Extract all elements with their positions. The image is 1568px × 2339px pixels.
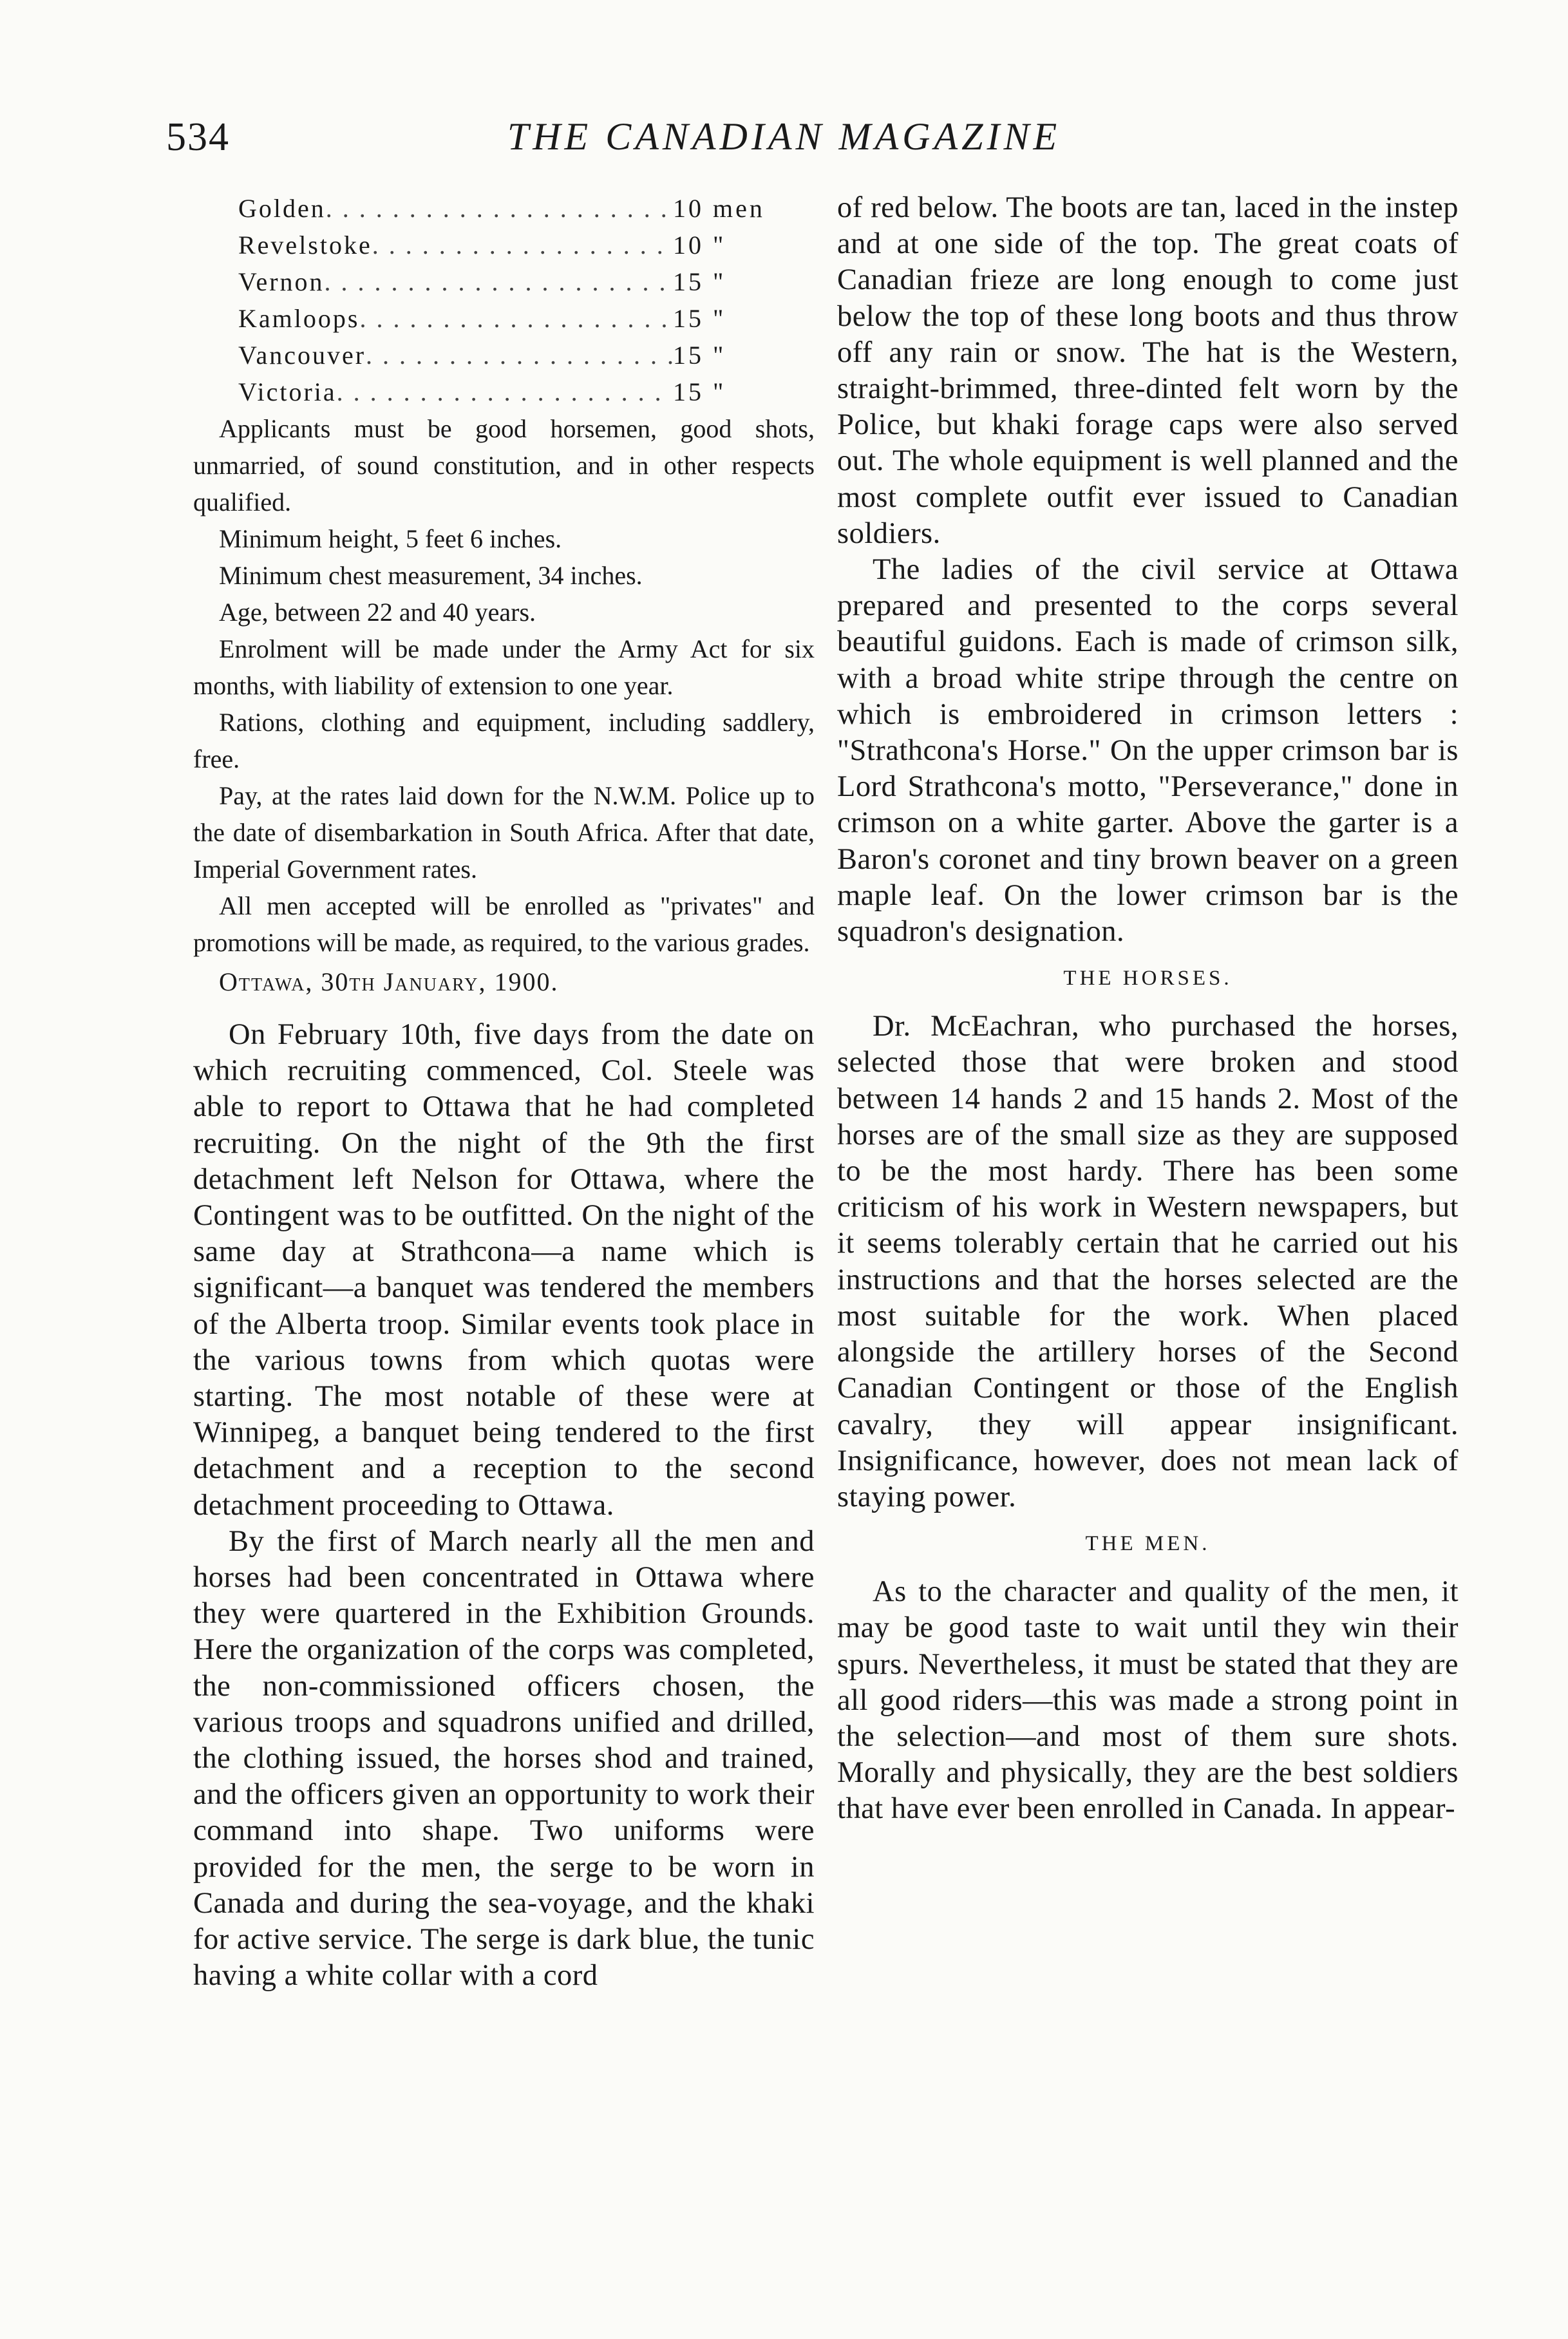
- notice-paragraph: Minimum chest measurement, 34 inches.: [219, 561, 643, 590]
- quota-town: Revelstoke: [238, 231, 372, 260]
- leader-dots: [325, 263, 673, 300]
- leader-dots: [337, 374, 673, 410]
- quota-town: Vancouver: [238, 341, 366, 370]
- notice-paragraph: Rations, clothing and equipment, including saddlery, free.: [193, 708, 815, 773]
- body-paragraph: As to the character and quality of the men, it may be good taste to wait until they win their spurs. Nevertheless, it must be stated that they are all good riders—this was made a strong point in the selection—and most of them sure shots. Morally and physically, they are the best soldiers that have ever been enrolled in Canada. In appear-: [837, 1575, 1459, 1826]
- quota-count: 15 ": [673, 377, 726, 406]
- notice-paragraph: Pay, at the rates laid down for the N.W.M. Police up to the date of disembarkation in South Africa. After that date, Imperial Government rates.: [193, 781, 815, 884]
- body-paragraph: Dr. McEachran, who purchased the horses, selected those that were broken and stood between 14 hands 2 and 15 hands 2. Most of the horses are of the small size as they are supposed to be the most hardy. There has been some criticism of his work in Western newspapers, but it seems tolerably certain that he carried out his instructions and that the horses selected are the most suitable for the work. When placed alongside the artillery horses of the Second Canadian Contingent or those of the English cavalry, they will appear insignificant. Insignificance, however, does not mean lack of staying power.: [837, 1010, 1459, 1513]
- body-paragraph: The ladies of the civil service at Ottawa prepared and presented to the corps several beautiful guidons. Each is made of crimson silk, with a broad white stripe through the centre on which is embroidered in crimson letters : "Strathcona's Horse." On the upper crimson bar is Lord Strathcona's motto, "Perseverance," done in crimson on a white garter. Above the garter is a Baron's coronet and tiny brown beaver on a green maple leaf. On the lower crimson bar is the squadron's designation.: [837, 553, 1459, 949]
- quota-table: [193, 190, 815, 410]
- leader-dots: [372, 227, 673, 263]
- quota-count: 15 ": [673, 341, 726, 370]
- leader-dots: [366, 337, 673, 374]
- left-column: [193, 190, 815, 1994]
- leader-dots: [359, 300, 673, 337]
- body-paragraph: On February 10th, five days from the date on which recruiting commenced, Col. Steele was able to report to Ottawa that he had completed recruiting. On the night of the 9th the first detachment left Nelson for Ottawa, where the Contingent was to be outfitted. On the night of the same day at Strathcona—a name which is significant—a banquet was tendered the members of the Alberta troop. Similar events took place in the various towns from which quotas were starting. The most notable of these were at Winnipeg, a banquet being tendered to the first detachment and a reception to the second detachment proceeding to Ottawa.: [193, 1018, 815, 1522]
- quota-count: 15 ": [673, 304, 726, 333]
- page-number: 534: [166, 115, 230, 159]
- notice-paragraph: Applicants must be good horsemen, good shots, unmarried, of sound constitution, and in other respects qualified.: [193, 414, 815, 516]
- section-heading-horses: THE HORSES.: [1063, 967, 1233, 990]
- body-paragraph: By the first of March nearly all the men and horses had been concentrated in Ottawa where they were quartered in the Exhibition Grounds. Here the organization of the corps was completed, the non-commissioned officers chosen, the various troops and squadrons unified and drilled, the clothing issued, the horses shod and trained, and the officers given an opportunity to work their command into shape. Two uniforms were provided for the men, the serge to be worn in Canada and during the sea-voyage, and the khaki for active service. The serge is dark blue, the tunic having a white collar with a cord: [193, 1524, 815, 1993]
- notice-paragraph: Minimum height, 5 feet 6 inches.: [219, 524, 562, 553]
- left-body-text: [193, 1017, 815, 1994]
- notice-dateline: Ottawa, 30th January, 1900.: [219, 967, 559, 996]
- section-heading-men: THE MEN.: [1085, 1532, 1211, 1556]
- body-paragraph: of red below. The boots are tan, laced in the instep and at one side of the top. The great coats of Canadian frieze are long enough to come just below the top of these long boots and thus throw off any rain or snow. The hat is the Western, straight-brimmed, three-dinted felt worn by the Police, but khaki forage caps were also served out. The whole equipment is well planned and the most complete outfit ever issued to Canadian soldiers.: [837, 191, 1459, 550]
- quota-town: Golden: [238, 194, 326, 223]
- notice-paragraph: Age, between 22 and 40 years.: [219, 598, 536, 627]
- quota-count: 10 ": [673, 231, 726, 260]
- running-title: THE CANADIAN MAGAZINE: [507, 115, 1061, 158]
- quota-row: [193, 300, 815, 337]
- page-header: [0, 115, 1568, 173]
- quota-town: Kamloops: [238, 304, 360, 333]
- quota-row: [193, 337, 815, 374]
- right-body-text: [837, 190, 1459, 1828]
- quota-count: 10 men: [673, 194, 765, 223]
- recruitment-notice: [193, 410, 815, 1000]
- quota-row: [193, 227, 815, 263]
- quota-count: 15 ": [673, 267, 726, 296]
- notice-paragraph: All men accepted will be enrolled as "privates" and promotions will be made, as required, to the various grades.: [193, 891, 815, 957]
- quota-row: [193, 190, 815, 227]
- right-column: [837, 190, 1459, 1828]
- quota-row: [193, 263, 815, 300]
- quota-town: Vernon: [238, 267, 325, 296]
- leader-dots: [326, 190, 673, 227]
- quota-town: Victoria: [238, 377, 337, 406]
- quota-row: [193, 374, 815, 410]
- notice-paragraph: Enrolment will be made under the Army Act for six months, with liability of extension to one year.: [193, 634, 815, 700]
